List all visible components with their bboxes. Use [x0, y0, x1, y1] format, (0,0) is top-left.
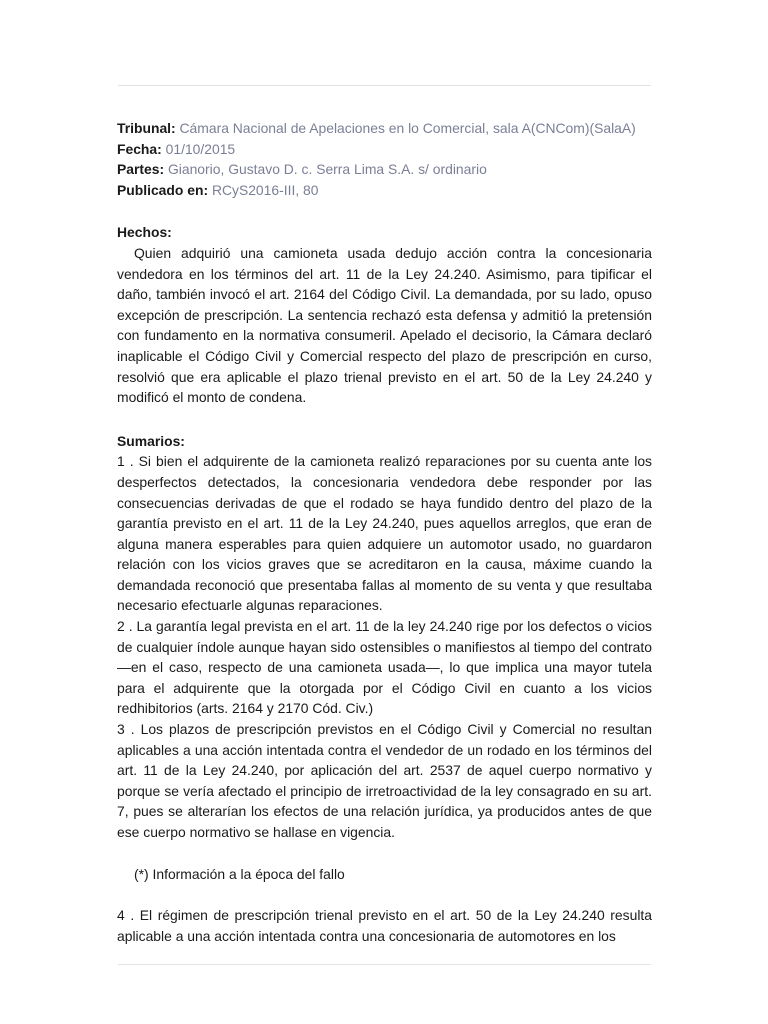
- sumario-item-2: 2 . La garantía legal prevista en el art. 11 de la ley 24.240 rige por los defectos o vicios de cualquier índole aunque hayan sido ostensibles o manifiestos al tiempo del contrato —en el caso, respecto de una camioneta usada—, lo que implica una mayor tutela para el adquirente que la otorgada por el Código Civil en cuanto a los vicios redhibitorios (arts. 2164 y 2170 Cód. Civ.): [117, 618, 652, 717]
- meta-publicado: [117, 180, 652, 201]
- sumarios-section: [117, 431, 652, 947]
- hechos-heading: Hechos:: [117, 224, 172, 241]
- meta-label: Fecha:: [117, 140, 162, 157]
- hechos-paragraph: Quien adquirió una camioneta usada dedujo acción contra la concesionaria vendedora en los términos del art. 11 de la Ley 24.240. Asimismo, para tipificar el daño, también invocó el art. 2164 del Código Civil. La demandada, por su lado, opuso excepción de prescripción. La sentencia rechazó esta defensa y admitió la pretensión con fundamento en la normativa consumeril. Apelado el decisorio, la Cámara declaró inaplicable el Código Civil y Comercial respecto del plazo de prescripción en curso, resolvió que era aplicable el plazo trienal previsto en el art. 50 de la Ley 24.240 y modificó el monto de condena.: [117, 244, 652, 406]
- meta-label: Publicado en:: [117, 181, 209, 198]
- sumario-item-4: 4 . El régimen de prescripción trienal previsto en el art. 50 de la Ley 24.240 resulta aplicable a una acción intentada contra una concesionaria de automotores en los: [117, 907, 652, 944]
- meta-value: Gianorio, Gustavo D. c. Serra Lima S.A. s/ ordinario: [167, 161, 487, 178]
- meta-partes: [117, 159, 652, 180]
- sumarios-heading: Sumarios:: [117, 432, 185, 449]
- sumario-item-3: 3 . Los plazos de prescripción previstos en el Código Civil y Comercial no resultan aplicables a una acción intentada contra el vendedor de un rodado en los términos del art. 11 de la Ley 24.240, por aplicación del art. 2537 de aquel cuerpo normativo y porque se vería afectado el principio de irretroactividad de la ley consagrado en su art. 7, pues se alterarían los efectos de una relación jurídica, ya producidos antes de que ese cuerpo normativo se hallase en vigencia.: [117, 721, 652, 840]
- meta-value: Cámara Nacional de Apelaciones en lo Comercial, sala A(CNCom)(SalaA): [179, 120, 636, 136]
- meta-value: 01/10/2015: [165, 140, 236, 157]
- hechos-section: [117, 222, 652, 407]
- meta-label: Tribunal:: [117, 120, 176, 136]
- footnote: (*) Información a la época del fallo: [134, 865, 345, 882]
- meta-value: RCyS2016-III, 80: [211, 181, 319, 198]
- meta-tribunal: [117, 118, 652, 139]
- top-divider: [118, 85, 651, 86]
- meta-fecha: [117, 139, 652, 160]
- document-page: [117, 118, 652, 946]
- meta-label: Partes:: [117, 161, 165, 178]
- case-metadata: [117, 118, 652, 200]
- sumario-item-1: 1 . Si bien el adquirente de la camioneta realizó reparaciones por su cuenta ante los desperfectos detectados, la concesionaria vendedora debe responder por las consecuencias derivadas de que el rodado se haya fundido dentro del plazo de la garantía previsto en el art. 11 de la Ley 24.240, pues aquellos arreglos, que eran de alguna manera esperables para quien adquiere un automotor usado, no guardaron relación con los vicios graves que se acreditaron en la causa, máxime cuando la demandada reconoció que presentaba fallas al momento de su venta y que resultaba necesario efectuarle algunas reparaciones.: [117, 453, 652, 614]
- bottom-divider: [118, 964, 651, 965]
